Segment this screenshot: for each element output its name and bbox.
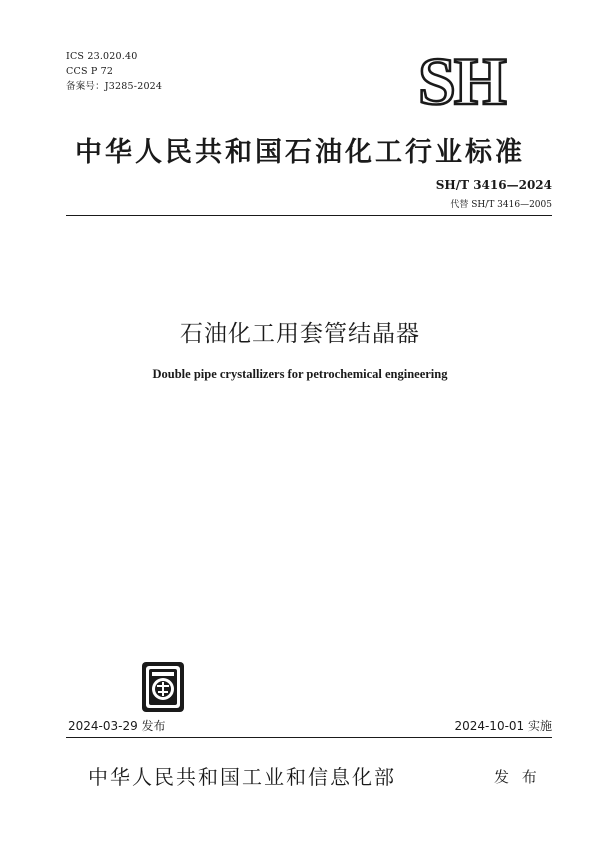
seal-icon bbox=[140, 660, 186, 714]
classification-codes bbox=[66, 49, 162, 94]
effective-date: 2024-10-01 实施 bbox=[454, 719, 552, 733]
bottom-divider bbox=[66, 737, 552, 738]
ics-code: ICS 23.020.40 bbox=[66, 51, 138, 62]
issuing-authority: 中华人民共和国工业和信息化部 bbox=[88, 765, 396, 789]
ccs-code: CCS P 72 bbox=[66, 66, 114, 77]
issue-label: 发 布 bbox=[494, 768, 541, 786]
replaces-note: 代替 SH/T 3416—2005 bbox=[450, 200, 552, 210]
standard-type-title: 中华人民共和国石油化工行业标准 bbox=[75, 137, 525, 168]
top-divider bbox=[66, 215, 552, 216]
english-title: Double pipe crystallizers for petrochemical engineering bbox=[152, 367, 448, 381]
chinese-title: 石油化工用套管结晶器 bbox=[180, 321, 420, 347]
sh-logo: SH bbox=[418, 43, 505, 119]
publish-date: 2024-03-29 发布 bbox=[68, 719, 166, 733]
standard-number: SH/T 3416—2024 bbox=[435, 178, 552, 192]
filing-number: 备案号：J3285-2024 bbox=[66, 81, 163, 92]
